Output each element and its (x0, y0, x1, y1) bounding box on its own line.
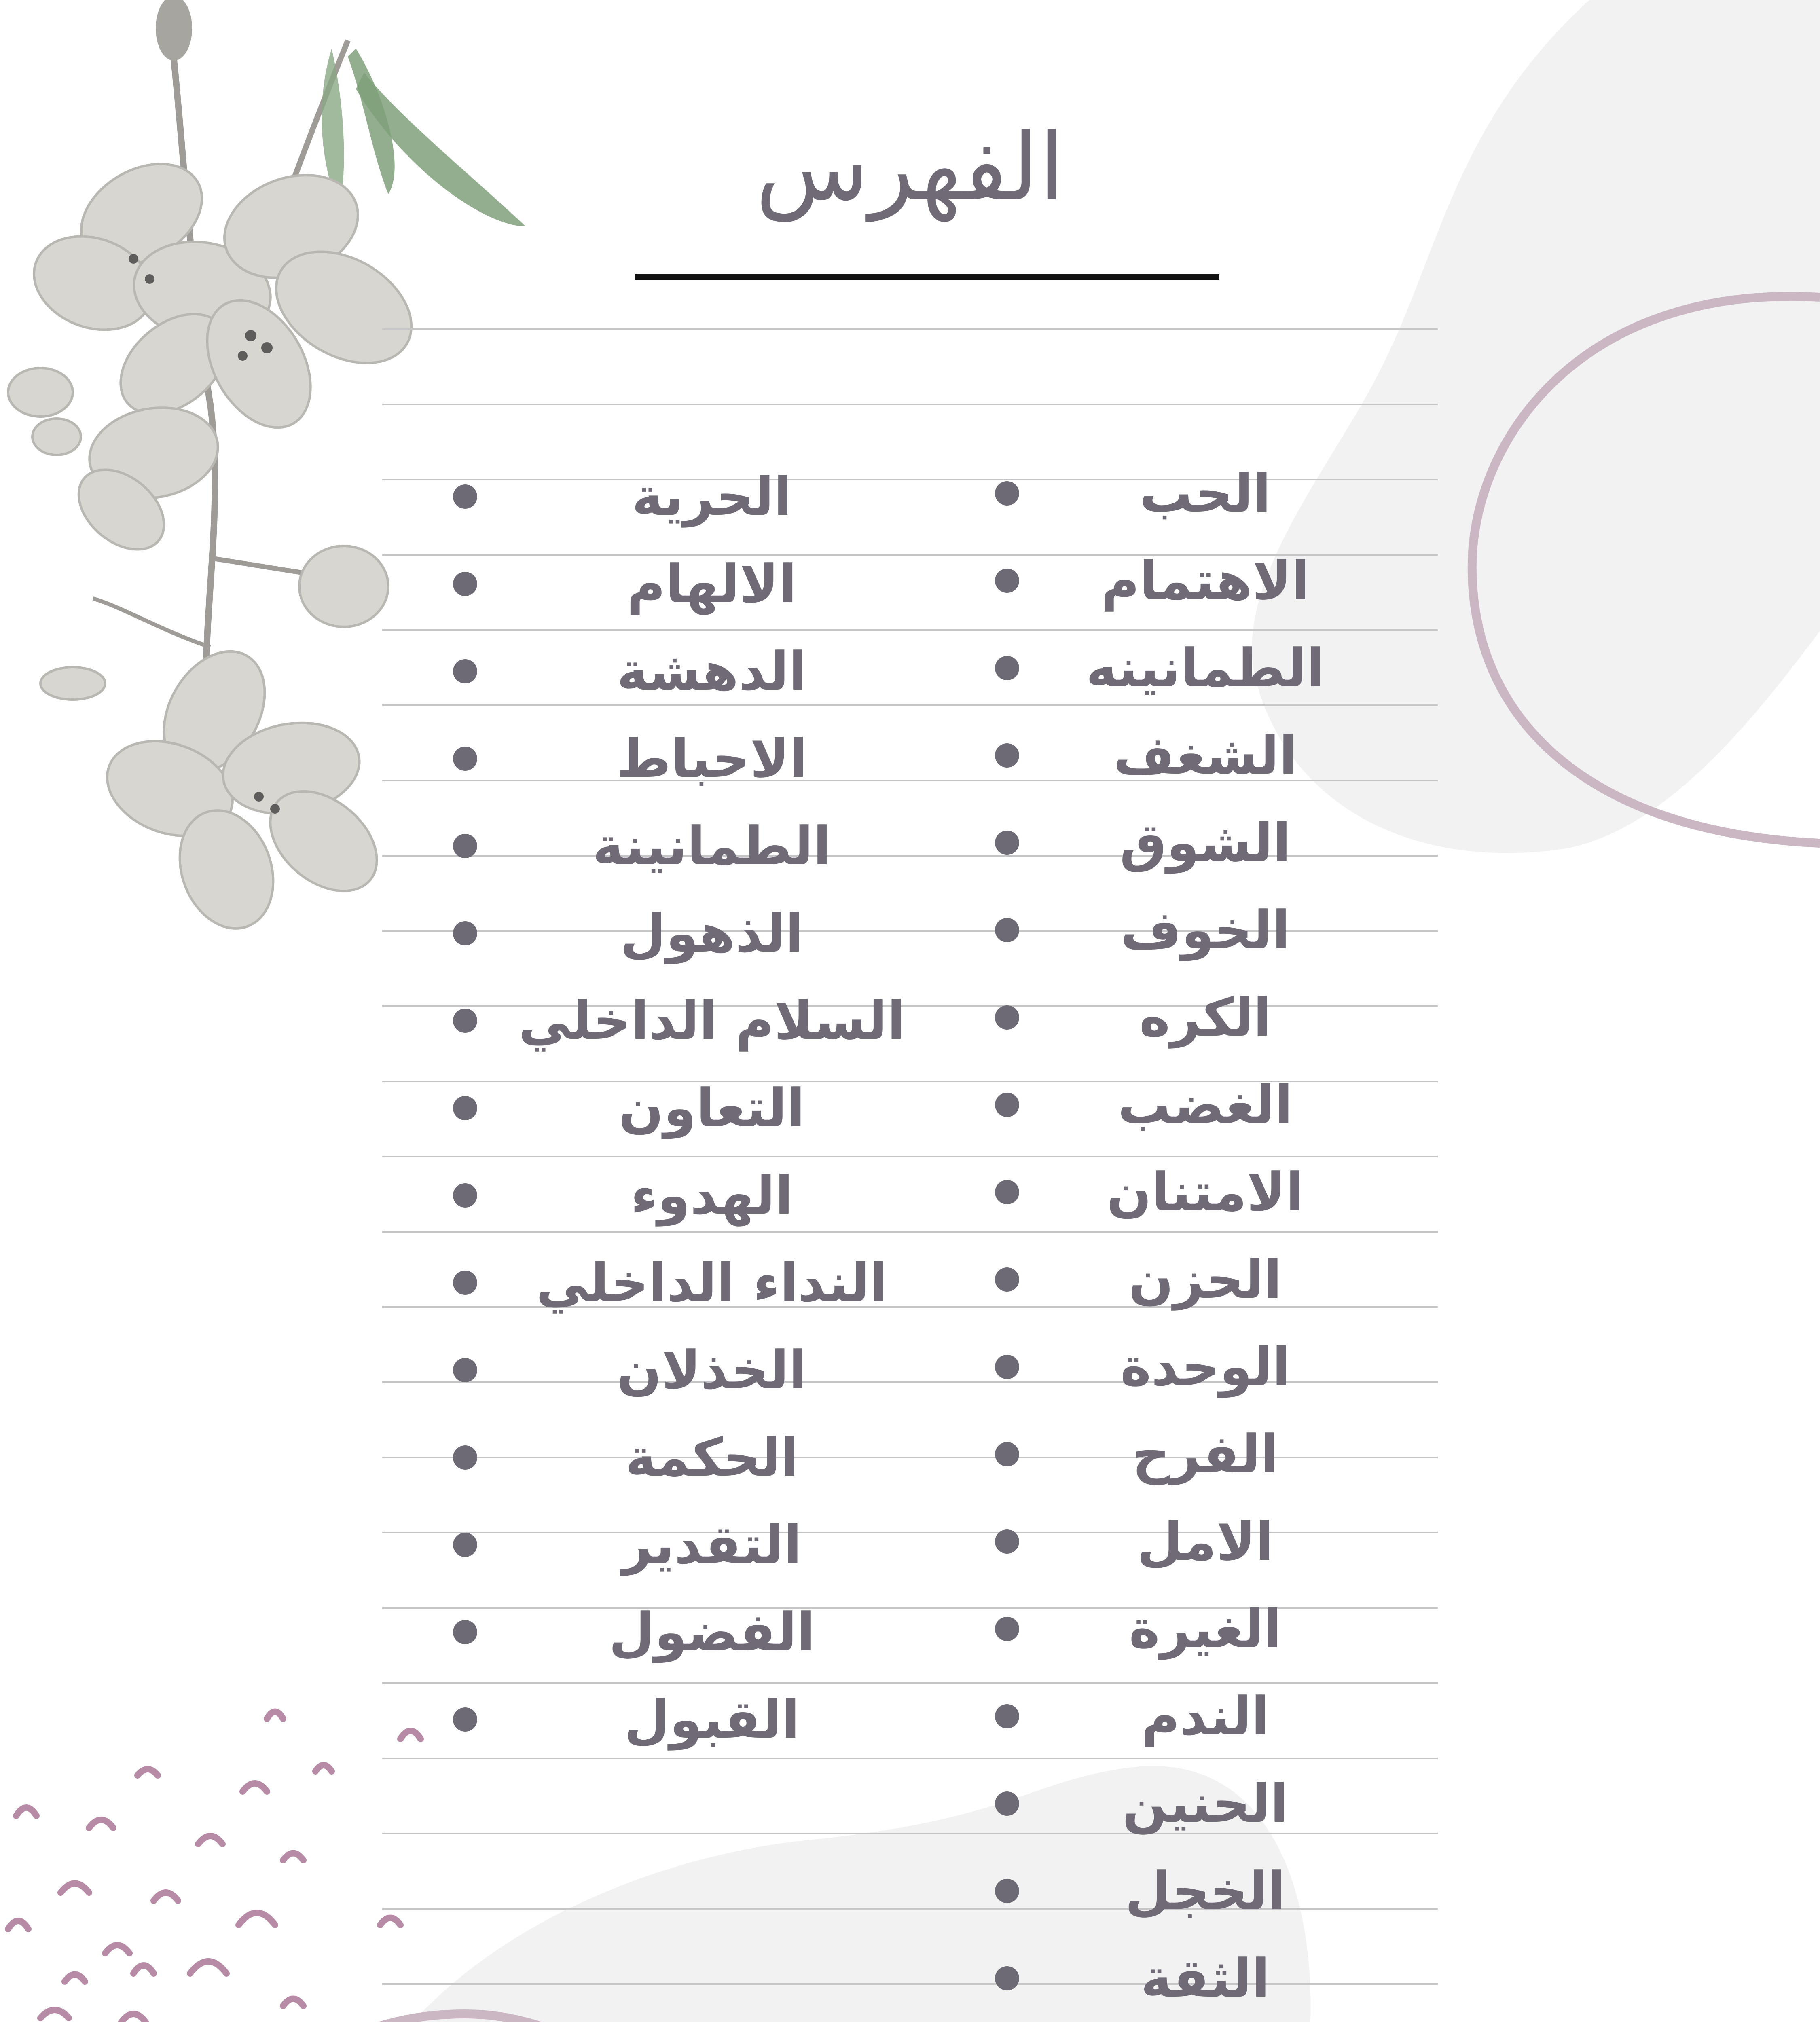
index-item-label: النداء الداخلي (536, 1252, 888, 1313)
index-item-label: الذهول (620, 903, 804, 964)
index-item (995, 1323, 1399, 1411)
index-item (995, 1760, 1399, 1847)
index-item (453, 540, 954, 628)
index-item-label: الحزن (1128, 1249, 1282, 1310)
index-item (995, 537, 1399, 624)
index-column-right (995, 0, 1399, 2022)
bullet-icon (453, 921, 477, 945)
index-item (453, 977, 954, 1064)
index-item-label: الالهام (626, 553, 797, 615)
index-item-label: الخجل (1125, 1860, 1286, 1922)
index-item-label: التقدير (622, 1514, 802, 1576)
index-item (995, 712, 1399, 799)
index-item-label: التعاون (618, 1077, 805, 1139)
index-item (453, 453, 954, 540)
index-item-label: الطمانينه (1086, 637, 1325, 699)
bullet-icon (453, 1707, 477, 1732)
bullet-icon (453, 834, 477, 858)
index-item-label: الحب (1139, 463, 1271, 524)
index-item-label: الندم (1141, 1686, 1270, 1747)
index-item-label: الشوق (1120, 812, 1291, 874)
index-item (995, 799, 1399, 886)
index-item-label: الامل (1137, 1511, 1274, 1572)
index-item (995, 1847, 1399, 1935)
index-item (995, 1061, 1399, 1148)
index-item (453, 890, 954, 977)
index-item-label: القبول (624, 1689, 800, 1750)
bullet-icon (453, 1533, 477, 1557)
bullet-icon (995, 1704, 1019, 1728)
index-item (995, 1236, 1399, 1323)
bullet-icon (453, 659, 477, 683)
index-item (453, 1064, 954, 1152)
bullet-icon (453, 1009, 477, 1033)
index-item (453, 1676, 954, 1763)
bullet-icon (453, 1096, 477, 1120)
index-item-label: الخذلان (617, 1339, 807, 1401)
index-item (453, 715, 954, 802)
index-item-label: الغضب (1117, 1074, 1293, 1136)
bullet-icon (995, 1093, 1019, 1117)
bullet-icon (995, 1005, 1019, 1030)
bullet-icon (995, 1529, 1019, 1554)
index-item-label: الهدوء (631, 1165, 793, 1226)
dot-pattern (8, 1712, 421, 2022)
index-item (453, 1501, 954, 1588)
bullet-icon (995, 1966, 1019, 1990)
index-item (995, 886, 1399, 974)
index-item-label: الفرح (1132, 1423, 1278, 1485)
index-item-label: الفضول (609, 1601, 815, 1663)
index-item (453, 1326, 954, 1414)
index-item-label: الامتنان (1107, 1161, 1304, 1223)
bullet-icon (995, 918, 1019, 942)
bullet-icon (453, 747, 477, 771)
index-item-label: الثقة (1141, 1948, 1270, 2009)
index-item-label: الدهشة (617, 641, 807, 702)
bullet-icon (453, 484, 477, 509)
bullet-icon (995, 1791, 1019, 1816)
index-item (995, 1935, 1399, 2022)
index-item-label: الشغف (1113, 725, 1297, 786)
index-item (995, 1673, 1399, 1760)
bullet-icon (453, 1358, 477, 1382)
index-item (995, 1498, 1399, 1585)
bullet-icon (995, 1267, 1019, 1292)
index-item-label: الحرية (632, 466, 792, 527)
bullet-icon (995, 831, 1019, 855)
bullet-icon (995, 481, 1019, 506)
index-item-label: الاهتمام (1101, 550, 1310, 611)
bullet-icon (995, 743, 1019, 768)
index-item (995, 624, 1399, 712)
index-item-label: الاحباط (616, 728, 807, 789)
index-item (995, 1148, 1399, 1236)
bullet-icon (453, 1183, 477, 1208)
index-item-label: الخوف (1120, 899, 1290, 961)
index-item (995, 1585, 1399, 1673)
page-title: الفهرس (755, 114, 1064, 222)
index-item-label: السلام الداخلي (518, 990, 906, 1051)
bullet-icon (995, 656, 1019, 680)
index-item (995, 450, 1399, 537)
index-item (995, 974, 1399, 1061)
index-item-label: الكره (1139, 987, 1272, 1048)
bullet-icon (995, 1442, 1019, 1466)
bullet-icon (995, 569, 1019, 593)
index-item (453, 628, 954, 715)
index-item (453, 802, 954, 890)
index-item (453, 1239, 954, 1326)
bullet-icon (995, 1355, 1019, 1379)
index-item (453, 1588, 954, 1676)
bullet-icon (995, 1879, 1019, 1903)
index-item-label: الغيرة (1129, 1598, 1282, 1660)
index-item-label: الحكمة (625, 1427, 799, 1488)
index-item (453, 1414, 954, 1501)
index-item-label: الوحدة (1120, 1336, 1291, 1398)
bullet-icon (995, 1617, 1019, 1641)
bullet-icon (453, 1445, 477, 1470)
bullet-icon (995, 1180, 1019, 1204)
bullet-icon (453, 1271, 477, 1295)
index-item-label: الطمانينة (593, 815, 831, 877)
index-item (995, 1411, 1399, 1498)
bullet-icon (453, 572, 477, 596)
index-column-left (453, 0, 954, 2022)
bullet-icon (453, 1620, 477, 1644)
index-item (453, 1152, 954, 1239)
index-item-label: الحنين (1122, 1773, 1289, 1834)
